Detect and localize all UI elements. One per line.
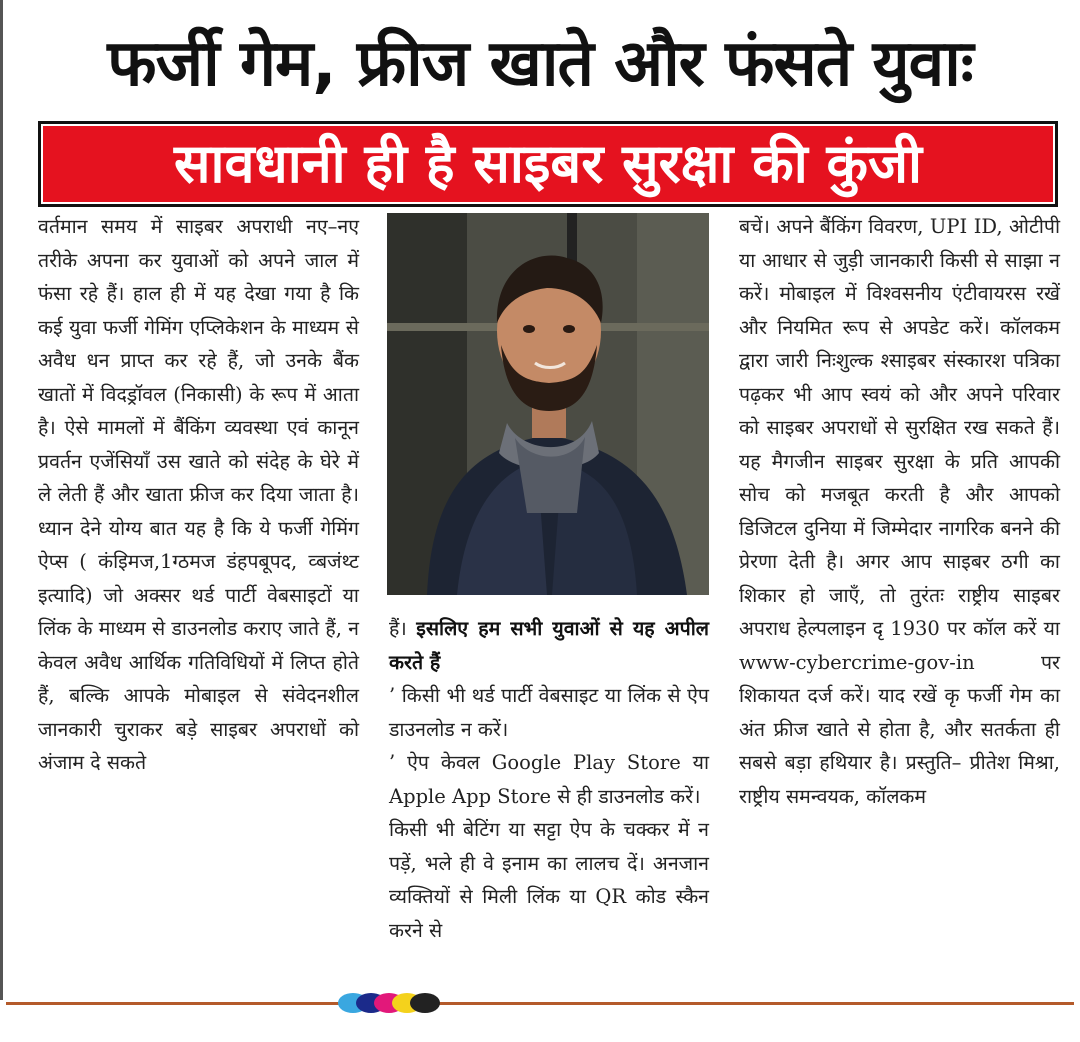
registration-marks bbox=[338, 993, 442, 1013]
article-paragraph: बचें। अपने बैंकिंग विवरण, UPI ID, ओटीपी या आधार से जुड़ी जानकारी किसी से साझा न करें। मोबाइल में विश्वसनीय एंटीवायरस रखें और नियमित रूप से अपडेट करें। कॉलकम द्वारा जारी निःशुल्क श्साइबर संस्कारश पत्रिका पढ़कर भी आप स्वयं को और अपने परिवार को साइबर अपराधों से सुरक्षित रख सकते हैं। यह मैगजीन साइबर सुरक्षा के प्रति आपकी सोच को मजबूत करती है और आपको डिजिटल दुनिया में जिम्मेदार नागरिक बनने की प्रेरणा देती है। अगर आप साइबर ठगी का शिकार हो जाएँ, तो तुरंतः राष्ट्रीय साइबर अपराध हेल्पलाइन दृ 1930 पर कॉल करें या www-cybercrime-gov-in पर शिकायत दर्ज करें। याद रखें कृ फर्जी गेम का अंत फ्रीज खाते से होता है, और सतर्कता ही सबसे बड़ा हथियार है। प्रस्तुति– प्रीतेश मिश्रा, राष्ट्रीय समन्वयक, कॉलकम bbox=[739, 215, 1060, 808]
left-border-rule bbox=[0, 0, 3, 1000]
registration-dot-black bbox=[410, 993, 440, 1013]
appeal-highlight: इसलिए हम सभी युवाओं से यह अपील करते हैं bbox=[389, 617, 709, 674]
lead-text: हैं। bbox=[389, 617, 407, 640]
portrait-photo bbox=[387, 213, 709, 595]
subheadline-banner bbox=[38, 121, 1058, 207]
article-column-middle bbox=[389, 612, 709, 947]
bottom-rule bbox=[6, 1002, 1074, 1005]
article-paragraph: वर्तमान समय में साइबर अपराधी नए–नए तरीके अपना कर युवाओं को अपने जाल में फंसा रहे हैं। हाल ही में यह देखा गया है कि कई युवा फर्जी गेमिंग एप्लिकेशन के माध्यम से अवैध धन प्राप्त कर रहे हैं, जो उनके बैंक खातों में विदड्रॉवल (निकासी) के रूप में आता है। ऐसे मामलों में बैंकिंग व्यवस्था एवं कानून प्रवर्तन एजेंसियाँ उस खाते को संदेह के घेरे में ले लेती हैं और खाता फ्रीज कर दिया जाता है। ध्यान देने योग्य बात यह है कि ये फर्जी गेमिंग ऐप्स ( कंइिमज,1ग्ठमज डंहपबूपद, व्बजंथ्ट इत्यादि) जो अक्सर थर्ड पार्टी वेबसाइटों या लिंक के माध्यम से डाउनलोड कराए जाते हैं, न केवल अवैध आर्थिक गतिविधियों में लिप्त होते हैं, बल्कि आपके मोबाइल से संवेदनशील जानकारी चुराकर बड़े साइबर अपराधों को अंजाम दे सकते bbox=[38, 215, 359, 774]
article-column-left bbox=[38, 210, 359, 780]
advice-item: ’ किसी भी थर्ड पार्टी वेबसाइट या लिंक से ऐप डाउनलोड न करें। bbox=[389, 684, 709, 741]
subheadline-text: सावधानी ही है साइबर सुरक्षा की कुंजी bbox=[174, 132, 922, 195]
article-paragraph-middle-lead bbox=[389, 612, 709, 679]
advice-item: ’ ऐप केवल Google Play Store या Apple App Store से ही डाउनलोड करें। bbox=[389, 751, 709, 808]
article-paragraph: किसी भी बेटिंग या सट्टा ऐप के चक्कर में न पड़ें, भले ही वे इनाम का लालच दें। अनजान व्यक्तियों से मिली लिंक या QR कोड स्कैन करने से bbox=[389, 818, 709, 942]
article-column-right bbox=[739, 210, 1060, 813]
headline: फर्जी गेम, फ्रीज खाते और फंसते युवाः bbox=[107, 27, 973, 101]
portrait-illustration bbox=[387, 213, 709, 595]
